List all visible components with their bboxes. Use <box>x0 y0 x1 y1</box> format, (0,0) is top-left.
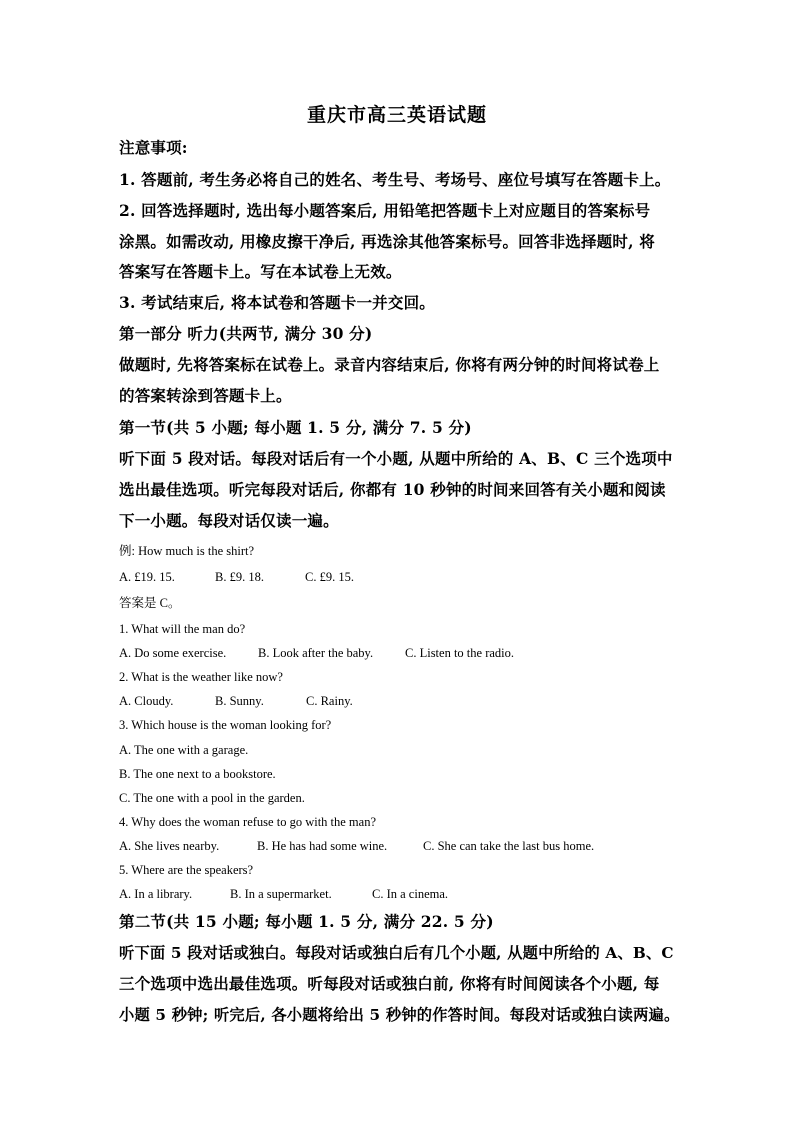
example-answer: 答案是 C。 <box>119 596 181 610</box>
q1-option-c: C. Listen to the radio. <box>405 646 515 660</box>
notice-item-2-line-3: 答案写在答题卡上。写在本试卷上无效。 <box>119 262 402 281</box>
part1-heading: 第一部分 听力(共两节, 满分 30 分) <box>119 324 373 343</box>
q4-options <box>119 838 594 854</box>
notice-heading: 注意事项: <box>119 138 188 157</box>
example-option-c: C. £9. 15. <box>305 570 354 584</box>
q5-option-a: A. In a library. <box>119 887 193 901</box>
section2-intro-line-3: 小题 5 秒钟; 听完后, 各小题将给出 5 秒钟的作答时间。每段对话或独白读两遍。 <box>119 1006 680 1024</box>
q1-options <box>119 645 514 661</box>
q5-option-b: B. In a supermarket. <box>230 887 332 901</box>
section2-heading: 第二节(共 15 小题; 每小题 1. 5 分, 满分 22. 5 分) <box>119 912 494 931</box>
example-options <box>119 569 354 585</box>
example-question: 例: How much is the shirt? <box>119 544 255 558</box>
q3-option-a: A. The one with a garage. <box>119 743 249 757</box>
q4-option-a: A. She lives nearby. <box>119 839 220 853</box>
q4-option-c: C. She can take the last bus home. <box>423 839 595 853</box>
q1-question: 1. What will the man do? <box>119 622 246 636</box>
q3-option-b: B. The one next to a bookstore. <box>119 767 276 781</box>
section1-intro-line-2: 选出最佳选项。听完每段对话后, 你都有 10 秒钟的时间来回答有关小题和阅读 <box>119 480 666 499</box>
notice-item-1: 1. 答题前, 考生务必将自己的姓名、考生号、考场号、座位号填写在答题卡上。 <box>119 170 671 189</box>
q3-question: 3. Which house is the woman looking for? <box>119 718 332 732</box>
section1-heading: 第一节(共 5 小题; 每小题 1. 5 分, 满分 7. 5 分) <box>119 418 472 437</box>
q5-options <box>119 886 448 902</box>
q2-option-a: A. Cloudy. <box>119 694 174 708</box>
q4-question: 4. Why does the woman refuse to go with the man? <box>119 815 377 829</box>
q2-options <box>119 693 353 709</box>
page-title: 重庆市高三英语试题 <box>306 104 487 126</box>
section2-intro-line-1: 听下面 5 段对话或独白。每段对话或独白后有几个小题, 从题中所给的 A、B、C <box>119 944 674 962</box>
q1-option-b: B. Look after the baby. <box>258 646 374 660</box>
q2-option-c: C. Rainy. <box>306 694 353 708</box>
section1-intro-line-3: 下一小题。每段对话仅读一遍。 <box>119 511 339 530</box>
section2-intro-line-2: 三个选项中选出最佳选项。听每段对话或独白前, 你将有时间阅读各个小题, 每 <box>119 974 660 993</box>
notice-item-2-line-2: 涂黑。如需改动, 用橡皮擦干净后, 再选涂其他答案标号。回答非选择题时, 将 <box>119 232 655 251</box>
example-option-a: A. £19. 15. <box>119 570 175 584</box>
part1-intro-line-2: 的答案转涂到答题卡上。 <box>119 386 292 405</box>
q5-option-c: C. In a cinema. <box>372 887 449 901</box>
notice-item-2-line-1: 2. 回答选择题时, 选出每小题答案后, 用铅笔把答题卡上对应题目的答案标号 <box>119 201 651 220</box>
example-option-b: B. £9. 18. <box>215 570 264 584</box>
q2-question: 2. What is the weather like now? <box>119 670 283 684</box>
q2-option-b: B. Sunny. <box>215 694 264 708</box>
q3-option-c: C. The one with a pool in the garden. <box>119 791 305 805</box>
notice-item-3: 3. 考试结束后, 将本试卷和答题卡一并交回。 <box>119 293 435 312</box>
q4-option-b: B. He has had some wine. <box>257 839 388 853</box>
part1-intro-line-1: 做题时, 先将答案标在试卷上。录音内容结束后, 你将有两分钟的时间将试卷上 <box>119 355 660 374</box>
q5-question: 5. Where are the speakers? <box>119 863 254 877</box>
q1-option-a: A. Do some exercise. <box>119 646 227 660</box>
section1-intro-line-1: 听下面 5 段对话。每段对话后有一个小题, 从题中所给的 A、B、C 三个选项中 <box>119 449 673 468</box>
